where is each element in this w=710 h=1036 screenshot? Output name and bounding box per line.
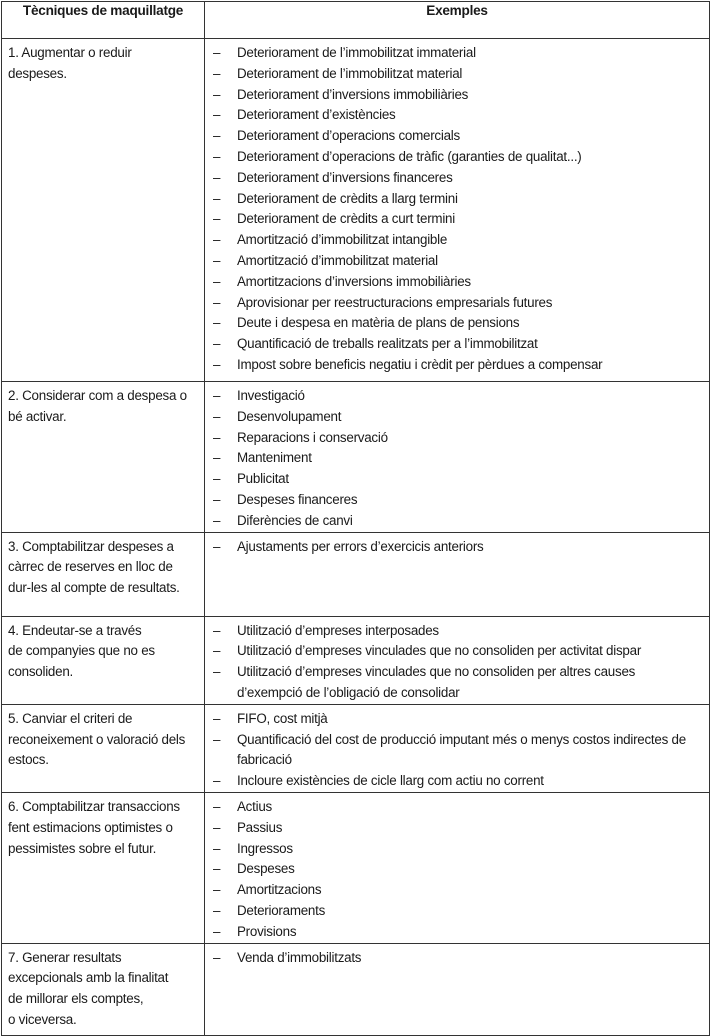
list-item — [213, 64, 703, 85]
dash-bullet: – — [213, 169, 221, 185]
example-text: Deteriorament d’inversions financeres — [237, 169, 453, 185]
dash-bullet: – — [213, 408, 221, 424]
example-text: Deteriorament d’operacions de tràfic (garanties de qualitat...) — [237, 148, 582, 164]
dash-bullet: – — [213, 128, 221, 144]
example-text: Passius — [237, 819, 283, 835]
list-item — [213, 126, 703, 147]
table-row — [2, 704, 710, 792]
list-item — [213, 209, 703, 230]
dash-bullet: – — [213, 336, 221, 352]
dash-bullet: – — [213, 450, 221, 466]
dash-bullet: – — [213, 798, 221, 814]
list-item — [213, 709, 703, 730]
list-item — [213, 771, 703, 792]
technique-text: 3. Comptabilitzar despeses a càrrec de reserves en lloc de dur-les al compte de resultats. — [8, 538, 180, 596]
dash-bullet: – — [213, 211, 221, 227]
example-text: Venda d’immobilitzats — [237, 949, 362, 965]
example-text: Amortització d’immobilitzat material — [237, 252, 438, 268]
example-text: Utilització d’empreses interposades — [237, 622, 439, 638]
techniques-table — [1, 1, 710, 1036]
example-text: Deteriorament de crèdits a curt termini — [237, 211, 455, 227]
list-item — [213, 251, 703, 272]
list-item — [213, 407, 703, 428]
examples-list — [213, 709, 703, 792]
list-item — [213, 334, 703, 355]
list-item — [213, 641, 703, 662]
dash-bullet: – — [213, 840, 221, 856]
table-row — [2, 39, 710, 382]
dash-bullet: – — [213, 252, 221, 268]
list-item — [213, 43, 703, 64]
dash-bullet: – — [213, 356, 221, 372]
technique-text: 6. Comptabilitzar transaccions fent estimacions optimistes o pessimistes sobre el futur. — [8, 798, 180, 856]
dash-bullet: – — [213, 315, 221, 331]
example-text: Provisions — [237, 923, 297, 939]
dash-bullet: – — [213, 538, 221, 554]
example-text: Quantificació del cost de producció imputant més o menys costos indirectes de fabricació — [237, 731, 686, 768]
example-text: Deteriorament d’inversions immobiliàries — [237, 86, 469, 102]
list-item — [213, 880, 703, 901]
example-text: Despeses — [237, 861, 295, 877]
example-text: Deteriorament de crèdits a llarg termini — [237, 190, 458, 206]
example-text: Impost sobre beneficis negatiu i crèdit per pèrdues a compensar — [237, 356, 603, 372]
technique-cell — [2, 792, 205, 943]
list-item — [213, 85, 703, 106]
example-text: Deteriorament d’operacions comercials — [237, 128, 460, 144]
list-item — [213, 730, 703, 772]
examples-list — [213, 948, 703, 969]
dash-bullet: – — [213, 664, 221, 680]
dash-bullet: – — [213, 232, 221, 248]
table-row — [2, 532, 710, 616]
example-text: Despeses financeres — [237, 491, 358, 507]
list-item — [213, 386, 703, 407]
list-item — [213, 948, 703, 969]
examples-cell — [205, 792, 710, 943]
examples-cell — [205, 532, 710, 616]
example-text: Ingressos — [237, 840, 293, 856]
dash-bullet: – — [213, 949, 221, 965]
technique-text: 2. Considerar com a despesa o bé activar. — [8, 388, 187, 424]
list-item — [213, 621, 703, 642]
dash-bullet: – — [213, 923, 221, 939]
example-text: Deteriorament d’existències — [237, 107, 396, 123]
list-item — [213, 428, 703, 449]
list-item — [213, 355, 703, 376]
example-text: Ajustaments per errors d’exercicis anteriors — [237, 538, 484, 554]
list-item — [213, 147, 703, 168]
technique-text: 4. Endeutar-se a través de companyies que no es consoliden. — [8, 622, 155, 680]
examples-list — [213, 43, 703, 376]
example-text: Deterioraments — [237, 902, 326, 918]
example-text: Investigació — [237, 388, 305, 403]
table-row — [2, 792, 710, 943]
dash-bullet: – — [213, 471, 221, 487]
list-item — [213, 313, 703, 334]
list-item — [213, 818, 703, 839]
dash-bullet: – — [213, 710, 221, 726]
example-text: Aprovisionar per reestructuracions empresarials futures — [237, 294, 553, 310]
list-item — [213, 469, 703, 490]
dash-bullet: – — [213, 731, 221, 747]
list-item — [213, 293, 703, 314]
example-text: Deute i despesa en matèria de plans de pensions — [237, 315, 520, 331]
dash-bullet: – — [213, 902, 221, 918]
dash-bullet: – — [213, 190, 221, 206]
list-item — [213, 511, 703, 532]
table-row — [2, 616, 710, 704]
example-text: Quantificació de treballs realitzats per a l’immobilitzat — [237, 336, 538, 352]
list-item — [213, 797, 703, 818]
header-techniques: Tècniques de maquillatge — [2, 2, 205, 39]
list-item — [213, 230, 703, 251]
header-examples: Exemples — [205, 2, 710, 39]
list-item — [213, 448, 703, 469]
technique-cell — [2, 382, 205, 533]
dash-bullet: – — [213, 294, 221, 310]
examples-cell — [205, 943, 710, 1035]
examples-list — [213, 537, 703, 558]
table-body — [2, 39, 710, 1036]
examples-cell — [205, 39, 710, 382]
list-item — [213, 105, 703, 126]
list-item — [213, 901, 703, 922]
dash-bullet: – — [213, 107, 221, 123]
example-text: Utilització d’empreses vinculades que no consoliden per activitat dispar — [237, 643, 642, 659]
examples-list — [213, 621, 703, 704]
example-text: Manteniment — [237, 450, 312, 466]
dash-bullet: – — [213, 643, 221, 659]
list-item — [213, 189, 703, 210]
example-text: Utilització d’empreses vinculades que no consoliden per altres causes d’exempció de l’obligació de consolidar — [237, 664, 636, 700]
dash-bullet: – — [213, 819, 221, 835]
dash-bullet: – — [213, 148, 221, 164]
example-text: Incloure existències de cicle llarg com actiu no corrent — [237, 773, 544, 789]
examples-list — [213, 797, 703, 943]
list-item — [213, 839, 703, 860]
technique-cell — [2, 704, 205, 792]
technique-cell — [2, 616, 205, 704]
list-item — [213, 490, 703, 511]
technique-text: 5. Canviar el criteri de reconeixement o valoració dels estocs. — [8, 710, 186, 768]
examples-cell — [205, 616, 710, 704]
example-text: FIFO, cost mitjà — [237, 710, 328, 726]
example-text: Desenvolupament — [237, 408, 342, 424]
list-item — [213, 859, 703, 880]
example-text: Publicitat — [237, 471, 289, 487]
technique-cell — [2, 943, 205, 1035]
list-item — [213, 272, 703, 293]
list-item — [213, 537, 703, 558]
dash-bullet: – — [213, 491, 221, 507]
dash-bullet: – — [213, 65, 221, 81]
example-text: Amortitzacions — [237, 882, 322, 898]
dash-bullet: – — [213, 882, 221, 898]
technique-text: 1. Augmentar o reduir despeses. — [8, 45, 132, 81]
dash-bullet: – — [213, 773, 221, 789]
technique-cell — [2, 39, 205, 382]
technique-text: 7. Generar resultats excepcionals amb la finalitat de millorar els comptes, o viceversa. — [8, 949, 169, 1027]
examples-list — [213, 386, 703, 532]
table-header-row — [2, 2, 710, 39]
example-text: Amortització d’immobilitzat intangible — [237, 232, 448, 248]
list-item — [213, 922, 703, 943]
examples-cell — [205, 382, 710, 533]
dash-bullet: – — [213, 622, 221, 638]
dash-bullet: – — [213, 388, 221, 403]
technique-cell — [2, 532, 205, 616]
table-row — [2, 382, 710, 533]
dash-bullet: – — [213, 512, 221, 528]
dash-bullet: – — [213, 273, 221, 289]
dash-bullet: – — [213, 45, 221, 60]
list-item — [213, 662, 703, 704]
dash-bullet: – — [213, 861, 221, 877]
example-text: Actius — [237, 798, 272, 814]
examples-cell — [205, 704, 710, 792]
example-text: Reparacions i conservació — [237, 429, 388, 445]
dash-bullet: – — [213, 86, 221, 102]
example-text: Deteriorament de l’immobilitzat material — [237, 65, 463, 81]
table-row — [2, 943, 710, 1035]
list-item — [213, 168, 703, 189]
example-text: Amortitzacions d’inversions immobiliàries — [237, 273, 471, 289]
example-text: Diferències de canvi — [237, 512, 353, 528]
example-text: Deteriorament de l’immobilitzat immaterial — [237, 45, 476, 60]
dash-bullet: – — [213, 429, 221, 445]
